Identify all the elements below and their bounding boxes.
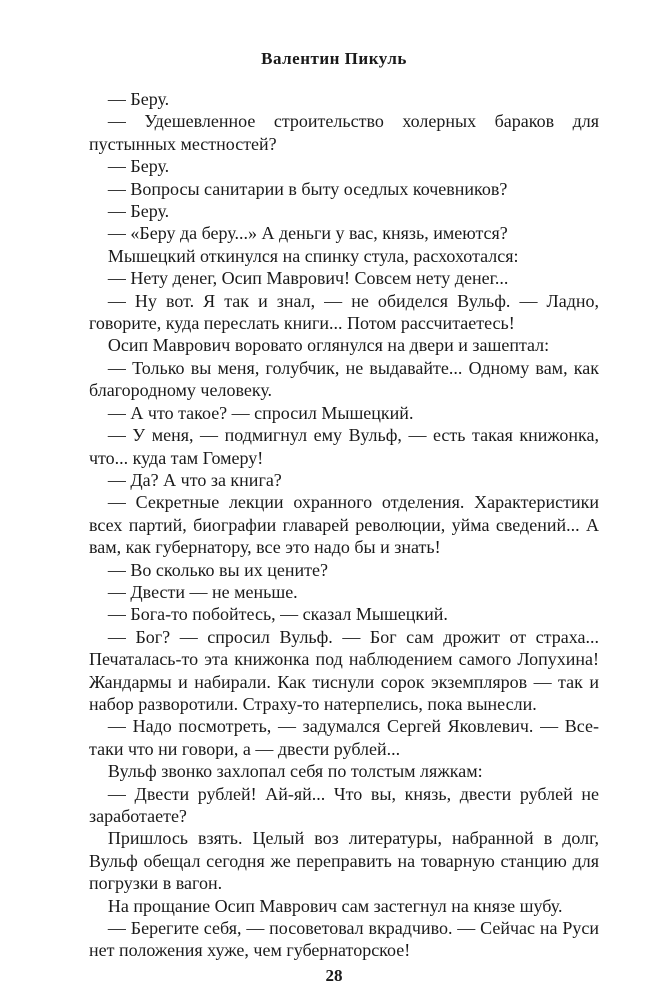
paragraph: — Секретные лекции охранного отделения. Характеристики всех партий, биографии главарей революции, уйма сведений... А вам, как губернатору, все это надо бы и знать! bbox=[89, 492, 599, 558]
paragraph: — Бога-то побойтесь, — сказал Мышецкий. bbox=[107, 604, 448, 625]
paragraph: — Вопросы санитарии в быту оседлых кочевников? bbox=[107, 178, 508, 199]
paragraph: — У меня, — подмигнул ему Вульф, — есть такая книжонка, что... куда там Гомеру! bbox=[89, 425, 599, 468]
paragraph: — Двести — не меньше. bbox=[107, 581, 298, 602]
paragraph: — Ну вот. Я так и знал, — не обиделся Вульф. — Ладно, говорите, куда переслать книги... Потом рассчитаетесь! bbox=[89, 290, 599, 334]
paragraph: — Только вы меня, голубчик, не выдавайте... Одному вам, как благородному человеку. bbox=[89, 357, 599, 401]
paragraph: — Удешевленное строительство холерных бараков для пустынных местностей? bbox=[89, 111, 599, 154]
paragraph: Вульф звонко захлопал себя по толстым ляжкам: bbox=[107, 761, 483, 782]
paragraph: — Беру. bbox=[107, 201, 170, 222]
paragraph: Осип Маврович воровато оглянулся на двери и зашептал: bbox=[107, 335, 550, 356]
page-number: 28 bbox=[325, 966, 343, 985]
paragraph: — Надо посмотреть, — задумался Сергей Яковлевич. — Все-таки что ни говори, а — двести рублей... bbox=[89, 716, 599, 759]
paragraph: — Двести рублей! Ай-яй... Что вы, князь, двести рублей не заработаете? bbox=[89, 783, 599, 826]
paragraph: — Да? А что за книга? bbox=[107, 469, 282, 490]
paragraph: — Беру. bbox=[107, 89, 170, 109]
paragraph: — Бог? — спросил Вульф. — Бог сам дрожит от страха... Печаталась-то эта книжонка под наблюдением самого Лопухина! Жандармы и набирали. Как тиснули сорок экземпляров — так и набор разворотили. Страху-то натерпелись, пока вынесли. bbox=[89, 626, 599, 714]
paragraph: — «Беру да беру...» А деньги у вас, князь, имеются? bbox=[107, 223, 508, 244]
body-text bbox=[89, 88, 599, 962]
paragraph: — Во сколько вы их цените? bbox=[107, 559, 328, 580]
paragraph: — Нету денег, Осип Маврович! Совсем нету денег... bbox=[107, 268, 509, 289]
paragraph: На прощание Осип Маврович сам застегнул на князе шубу. bbox=[107, 895, 563, 916]
paragraph: — Берегите себя, — посоветовал вкрадчиво. — Сейчас на Руси нет положения хуже, чем губернаторское! bbox=[89, 918, 599, 961]
paragraph: — А что такое? — спросил Мышецкий. bbox=[107, 402, 414, 423]
paragraph: Мышецкий откинулся на спинку стула, расхохотался: bbox=[107, 245, 519, 266]
paragraph: — Беру. bbox=[107, 156, 170, 177]
running-title: Валентин Пикуль bbox=[261, 49, 407, 68]
paragraph: Пришлось взять. Целый воз литературы, набранной в долг, Вульф обещал сегодня же переправить на товарную станцию для погрузки в вагон. bbox=[89, 828, 599, 894]
